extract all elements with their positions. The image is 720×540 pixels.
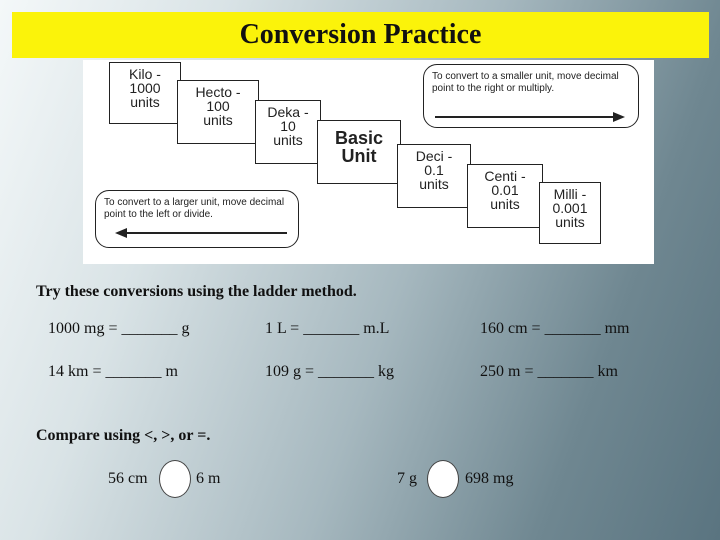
note-text: To convert to a smaller unit, move decimal point to the right or multiply. (432, 71, 619, 94)
arrow-right-icon (613, 112, 625, 122)
step-label: Basic (334, 128, 384, 148)
step-value: 0.1 (424, 162, 444, 178)
step-label: Deci - (415, 148, 453, 164)
step-label: Hecto - (195, 84, 241, 100)
step-unit: units (419, 176, 449, 192)
note-convert-larger (95, 190, 299, 248)
ladder-step-centi (467, 164, 543, 228)
problem-5: 109 g = _______ kg (265, 363, 395, 380)
compare-heading: Compare using <, >, or =. (36, 427, 211, 444)
compare-1-right: 6 m (196, 470, 221, 487)
step-unit: units (555, 214, 585, 230)
step-label: Milli - (553, 186, 587, 202)
compare-2-right: 698 mg (465, 470, 514, 487)
metric-ladder-diagram (83, 60, 654, 264)
note-convert-smaller (423, 64, 639, 128)
page-title: Conversion Practice (239, 19, 482, 50)
ladder-step-deci (397, 144, 471, 208)
problem-4: 14 km = _______ m (48, 363, 178, 380)
arrow-right-line (435, 116, 615, 118)
compare-1-left: 56 cm (108, 470, 148, 487)
step-unit: units (273, 132, 303, 148)
step-unit: Unit (341, 146, 377, 166)
compare-2-left: 7 g (397, 470, 417, 487)
compare-1-answer-circle[interactable] (159, 460, 191, 498)
title-bar (12, 12, 709, 58)
problem-1: 1000 mg = _______ g (48, 320, 190, 337)
ladder-step-kilo (109, 62, 181, 124)
instructions: Try these conversions using the ladder method. (36, 283, 357, 300)
ladder-step-basic (317, 120, 401, 184)
problem-2: 1 L = _______ m.L (265, 320, 390, 337)
step-unit: units (203, 112, 233, 128)
ladder-step-deka (255, 100, 321, 164)
ladder-step-milli (539, 182, 601, 244)
note-text: To convert to a larger unit, move decimal point to the left or divide. (104, 197, 285, 220)
step-unit: units (130, 94, 160, 110)
arrow-left-icon (115, 228, 127, 238)
problem-3: 160 cm = _______ mm (480, 320, 630, 337)
step-value: 100 (206, 98, 230, 114)
arrow-left-line (127, 232, 287, 234)
problem-6: 250 m = _______ km (480, 363, 618, 380)
compare-2-answer-circle[interactable] (427, 460, 459, 498)
step-label: Deka - (267, 104, 309, 120)
step-value: 10 (280, 118, 296, 134)
step-value: 1000 (129, 80, 161, 96)
ladder-step-hecto (177, 80, 259, 144)
step-unit: units (490, 196, 520, 212)
step-label: Kilo - (129, 66, 161, 82)
step-value: 0.01 (491, 182, 519, 198)
step-label: Centi - (484, 168, 526, 184)
step-value: 0.001 (552, 200, 588, 216)
